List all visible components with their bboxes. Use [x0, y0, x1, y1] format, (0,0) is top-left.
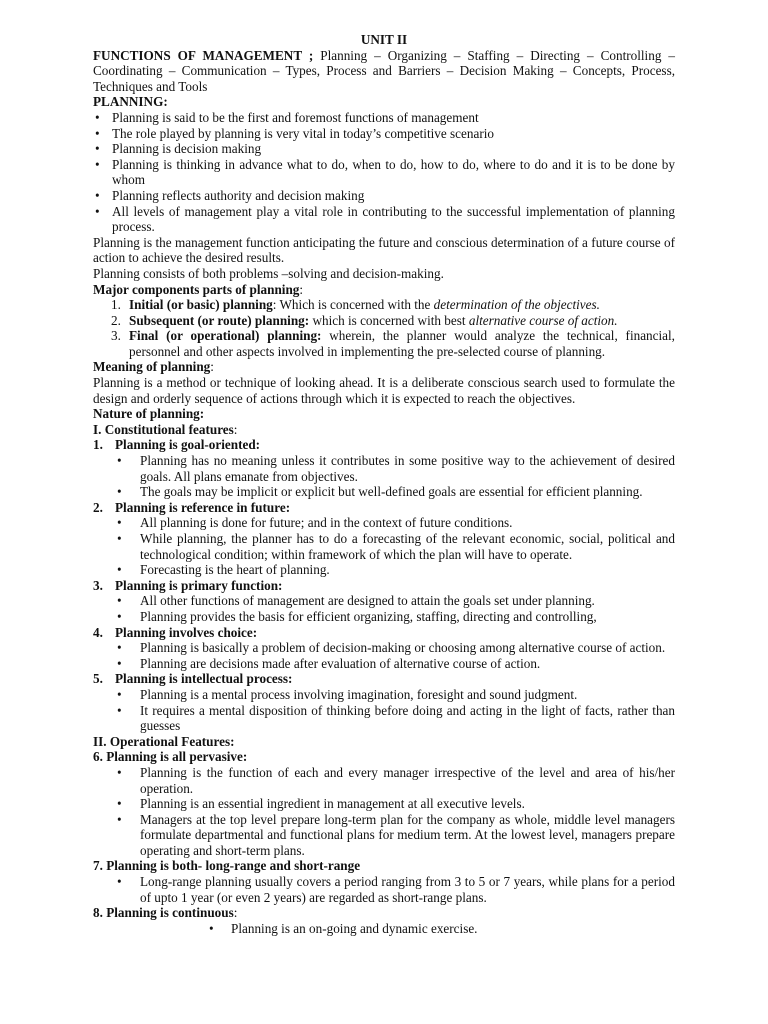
item-italic: alternative course of action.: [468, 312, 618, 328]
feature-bullet: • Forecasting is the heart of planning.: [93, 562, 675, 578]
feature-bullet-list: [93, 921, 675, 937]
planning-bullet: • Planning is decision making: [93, 141, 675, 157]
feature-bullet: • Planning has no meaning unless it contributes in some positive way to the achievement of desired goals. All plans emanate from objectives.: [93, 453, 675, 484]
feature-bullet: • Planning is an essential ingredient in management at all executive levels.: [93, 796, 675, 812]
feature-heading: [93, 671, 675, 687]
feature-bullet: • Planning is the function of each and every manager irrespective of the level and area of his/her operation.: [93, 765, 675, 796]
feature-bullet: • Planning provides the basis for efficient organizing, staffing, directing and controlling,: [93, 609, 675, 625]
feature-number: 4.: [93, 624, 103, 640]
planning-bullet: • Planning reflects authority and decision making: [93, 188, 675, 204]
feature-heading: [93, 437, 675, 453]
components-heading-text: Major components parts of planning: [93, 281, 300, 297]
feature-title-colon: :: [233, 905, 238, 921]
component-item: [93, 328, 675, 359]
feature-bullet-list: [93, 593, 675, 624]
intro-paragraph: [93, 48, 675, 95]
meaning-paragraph: Planning is a method or technique of looking ahead. It is a deliberate conscious search used to formulate the design and orderly sequence of actions through which it is expected to reach the objectives.: [93, 375, 675, 406]
item-text: wherein, the planner would analyze the technical, financial, personnel and other aspects involved in implementing the pre-selected course of planning.: [129, 328, 675, 359]
constitutional-heading-text: I. Constitutional features: [93, 421, 234, 437]
feature-bullet: • Planning is basically a problem of decision-making or choosing among alternative course of action.: [93, 640, 675, 656]
feature-number: 3.: [93, 577, 103, 593]
item-italic: determination of the objectives.: [433, 297, 600, 313]
feature-title: Planning is reference in future:: [115, 499, 291, 515]
feature-title: Planning involves choice:: [115, 624, 258, 640]
feature-bullet-list: [93, 640, 675, 671]
planning-consists-paragraph: Planning consists of both problems –solving and decision-making.: [93, 265, 444, 281]
intro-heading: FUNCTIONS OF MANAGEMENT ;: [93, 47, 314, 63]
feature-bullet: • Planning is a mental process involving imagination, foresight and sound judgment.: [93, 687, 675, 703]
feature-number: 2.: [93, 499, 103, 515]
feature-heading: [93, 500, 675, 516]
item-number: 1.: [111, 297, 121, 313]
feature-bullet: • The goals may be implicit or explicit but well-defined goals are essential for efficient planning.: [93, 484, 675, 500]
nature-heading: Nature of planning:: [93, 406, 205, 422]
intro-topics: Planning – Organizing – Staffing – Directing – Controlling – Coordinating – Communication – Types, Process and Barriers – Decision Making – Concepts, Process, Techniques and Tools: [93, 47, 675, 94]
planning-heading: PLANNING:: [93, 94, 168, 110]
component-item: [93, 313, 675, 329]
component-item: [93, 297, 675, 313]
planning-bullet: • All levels of management play a vital role in contributing to the successful implementation of planning process.: [93, 204, 675, 235]
components-heading: [93, 282, 675, 298]
feature-bullet-list: [93, 515, 675, 577]
feature-bullet-list: [93, 874, 675, 905]
feature-title: Planning is goal-oriented:: [115, 437, 261, 453]
planning-bullet-list: [93, 110, 675, 235]
feature-bullet: • Planning is an on-going and dynamic exercise.: [93, 921, 675, 937]
meaning-heading: [93, 359, 675, 375]
meaning-heading-text: Meaning of planning: [93, 359, 211, 375]
feature-heading: [93, 625, 675, 641]
item-text: which is concerned with best: [309, 312, 469, 328]
item-number: 3.: [111, 328, 121, 344]
feature-bullet: • Planning are decisions made after evaluation of alternative course of action.: [93, 656, 675, 672]
feature-bullet-list: [93, 687, 675, 734]
feature-number: 5.: [93, 671, 103, 687]
feature-bullet: • Managers at the top level prepare long-term plan for the company as whole, middle level managers formulate departmental and functional plans for medium term. At the lowest level, managers prepare operating and short-term plans.: [93, 812, 675, 859]
feature-title: Planning is intellectual process:: [115, 671, 293, 687]
feature-bullet: • While planning, the planner has to do a forecasting of the relevant economic, social, political and technological condition; within framework of which the plan will have to operate.: [93, 531, 675, 562]
item-title: Initial (or basic) planning: [129, 297, 273, 313]
document-page: [93, 32, 675, 936]
meaning-heading-colon: :: [210, 359, 214, 375]
feature-bullet: • It requires a mental disposition of thinking before doing and acting in the light of facts, rather than guesses: [93, 703, 675, 734]
item-text: : Which is concerned with the: [272, 297, 434, 313]
item-number: 2.: [111, 312, 121, 328]
constitutional-heading-colon: :: [233, 421, 238, 437]
planning-bullet: • The role played by planning is very vital in today’s competitive scenario: [93, 126, 675, 142]
feature-title: 8. Planning is continuous: [93, 905, 234, 921]
unit-title: UNIT II: [360, 32, 408, 47]
components-heading-colon: :: [299, 281, 304, 297]
feature-heading: 6. Planning is all pervasive:: [93, 749, 248, 765]
feature-title: Planning is primary function:: [115, 577, 283, 593]
feature-bullet: • All other functions of management are designed to attain the goals set under planning.: [93, 593, 675, 609]
planning-definition-paragraph: Planning is the management function anticipating the future and conscious determination of a future course of action to achieve the desired results.: [93, 234, 675, 266]
constitutional-heading: [93, 422, 675, 438]
feature-bullet-list: [93, 453, 675, 500]
feature-bullet: • All planning is done for future; and in the context of future conditions.: [93, 515, 675, 531]
planning-bullet: • Planning is thinking in advance what to do, when to do, how to do, where to do and it is to be done by whom: [93, 157, 675, 188]
feature-bullet-list: [93, 765, 675, 859]
feature-heading: [93, 905, 675, 921]
planning-bullet: • Planning is said to be the first and foremost functions of management: [93, 110, 675, 126]
item-title: Subsequent (or route) planning:: [129, 312, 310, 328]
feature-heading: 7. Planning is both- long-range and short-range: [93, 858, 361, 874]
feature-bullet: • Long-range planning usually covers a period ranging from 3 to 5 or 7 years, while plans for a period of upto 1 year (or even 2 years) are regarded as short-range plans.: [93, 874, 675, 905]
feature-heading: [93, 578, 675, 594]
item-title: Final (or operational) planning:: [129, 328, 322, 344]
components-list: [93, 297, 675, 359]
feature-number: 1.: [93, 437, 103, 453]
operational-heading: II. Operational Features:: [93, 733, 235, 749]
